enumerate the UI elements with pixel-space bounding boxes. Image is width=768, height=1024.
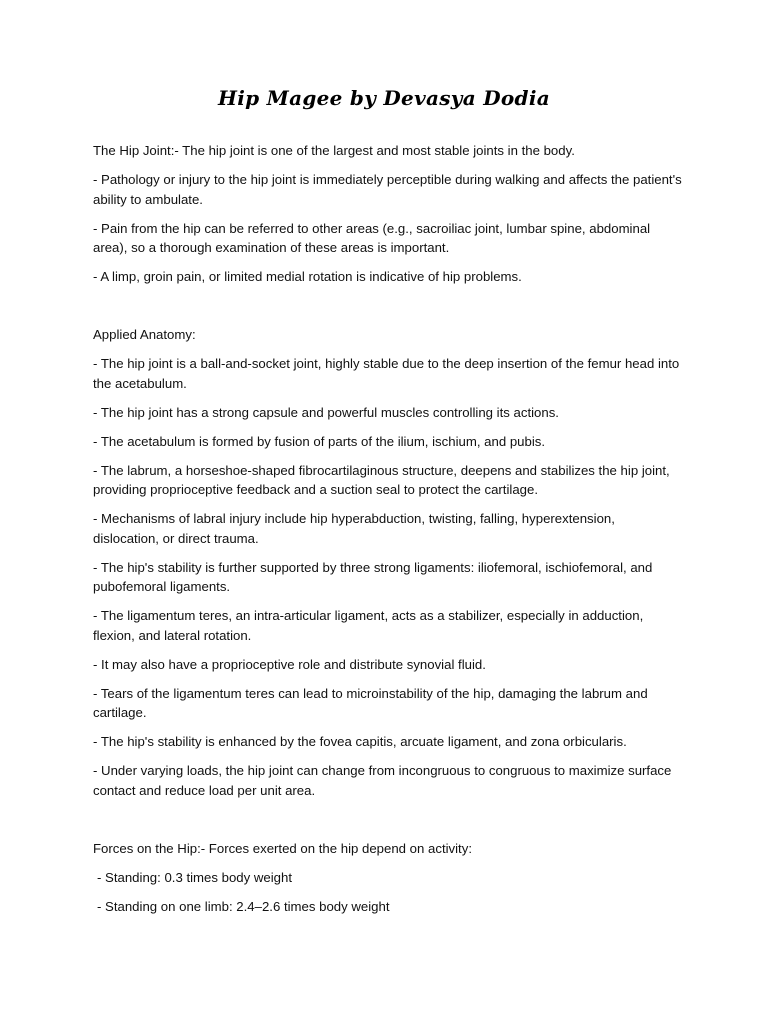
- section-applied-anatomy: [93, 325, 683, 800]
- bullet-paragraph: - The hip joint is a ball-and-socket joint, highly stable due to the deep insertion of the femur head into the acetabulum.: [93, 356, 680, 391]
- section-forces-on-hip: [93, 839, 683, 917]
- section-hip-joint: [93, 141, 683, 287]
- bullet-paragraph: - Standing: 0.3 times body weight: [97, 869, 292, 885]
- document-title: Hip Magee by Devasya Dodia: [218, 86, 550, 110]
- bullet-paragraph: - The ligamentum teres, an intra-articular ligament, acts as a stabilizer, especially in adduction, flexion, and lateral rotation.: [93, 608, 644, 643]
- bullet-paragraph: - Pathology or injury to the hip joint is immediately perceptible during walking and affects the patient's ability to ambulate.: [93, 172, 682, 207]
- bullet-paragraph: - The acetabulum is formed by fusion of parts of the ilium, ischium, and pubis.: [93, 433, 546, 449]
- section-spacer: [93, 810, 683, 839]
- section-intro: Forces on the Hip:- Forces exerted on the hip depend on activity:: [93, 840, 472, 856]
- bullet-paragraph: - Mechanisms of labral injury include hip hyperabduction, twisting, falling, hyperextension, dislocation, or direct trauma.: [93, 511, 615, 546]
- bullet-paragraph: - Standing on one limb: 2.4–2.6 times body weight: [97, 898, 390, 914]
- bullet-paragraph: - Tears of the ligamentum teres can lead to microinstability of the hip, damaging the labrum and cartilage.: [93, 685, 648, 720]
- bullet-paragraph: - It may also have a proprioceptive role and distribute synovial fluid.: [93, 656, 486, 672]
- section-spacer: [93, 296, 683, 325]
- bullet-paragraph: - Under varying loads, the hip joint can change from incongruous to congruous to maximize surface contact and reduce load per unit area.: [93, 763, 672, 798]
- bullet-paragraph: - The hip joint has a strong capsule and powerful muscles controlling its actions.: [93, 404, 559, 420]
- bullet-paragraph: - The hip's stability is enhanced by the fovea capitis, arcuate ligament, and zona orbicularis.: [93, 734, 627, 749]
- section-heading: Applied Anatomy:: [93, 327, 196, 342]
- bullet-paragraph: - The hip's stability is further supported by three strong ligaments: iliofemoral, ischiofemoral, and pubofemoral ligaments.: [93, 559, 653, 594]
- document-body: [93, 141, 683, 926]
- section-intro: The Hip Joint:- The hip joint is one of the largest and most stable joints in the body.: [93, 143, 575, 158]
- bullet-paragraph: - The labrum, a horseshoe-shaped fibrocartilaginous structure, deepens and stabilizes the hip joint, providing proprioceptive feedback and a suction seal to protect the cartilage.: [93, 462, 670, 497]
- bullet-paragraph: - A limp, groin pain, or limited medial rotation is indicative of hip problems.: [93, 269, 522, 284]
- bullet-paragraph: - Pain from the hip can be referred to other areas (e.g., sacroiliac joint, lumbar spine, abdominal area), so a thorough examination of these areas is important.: [93, 220, 651, 255]
